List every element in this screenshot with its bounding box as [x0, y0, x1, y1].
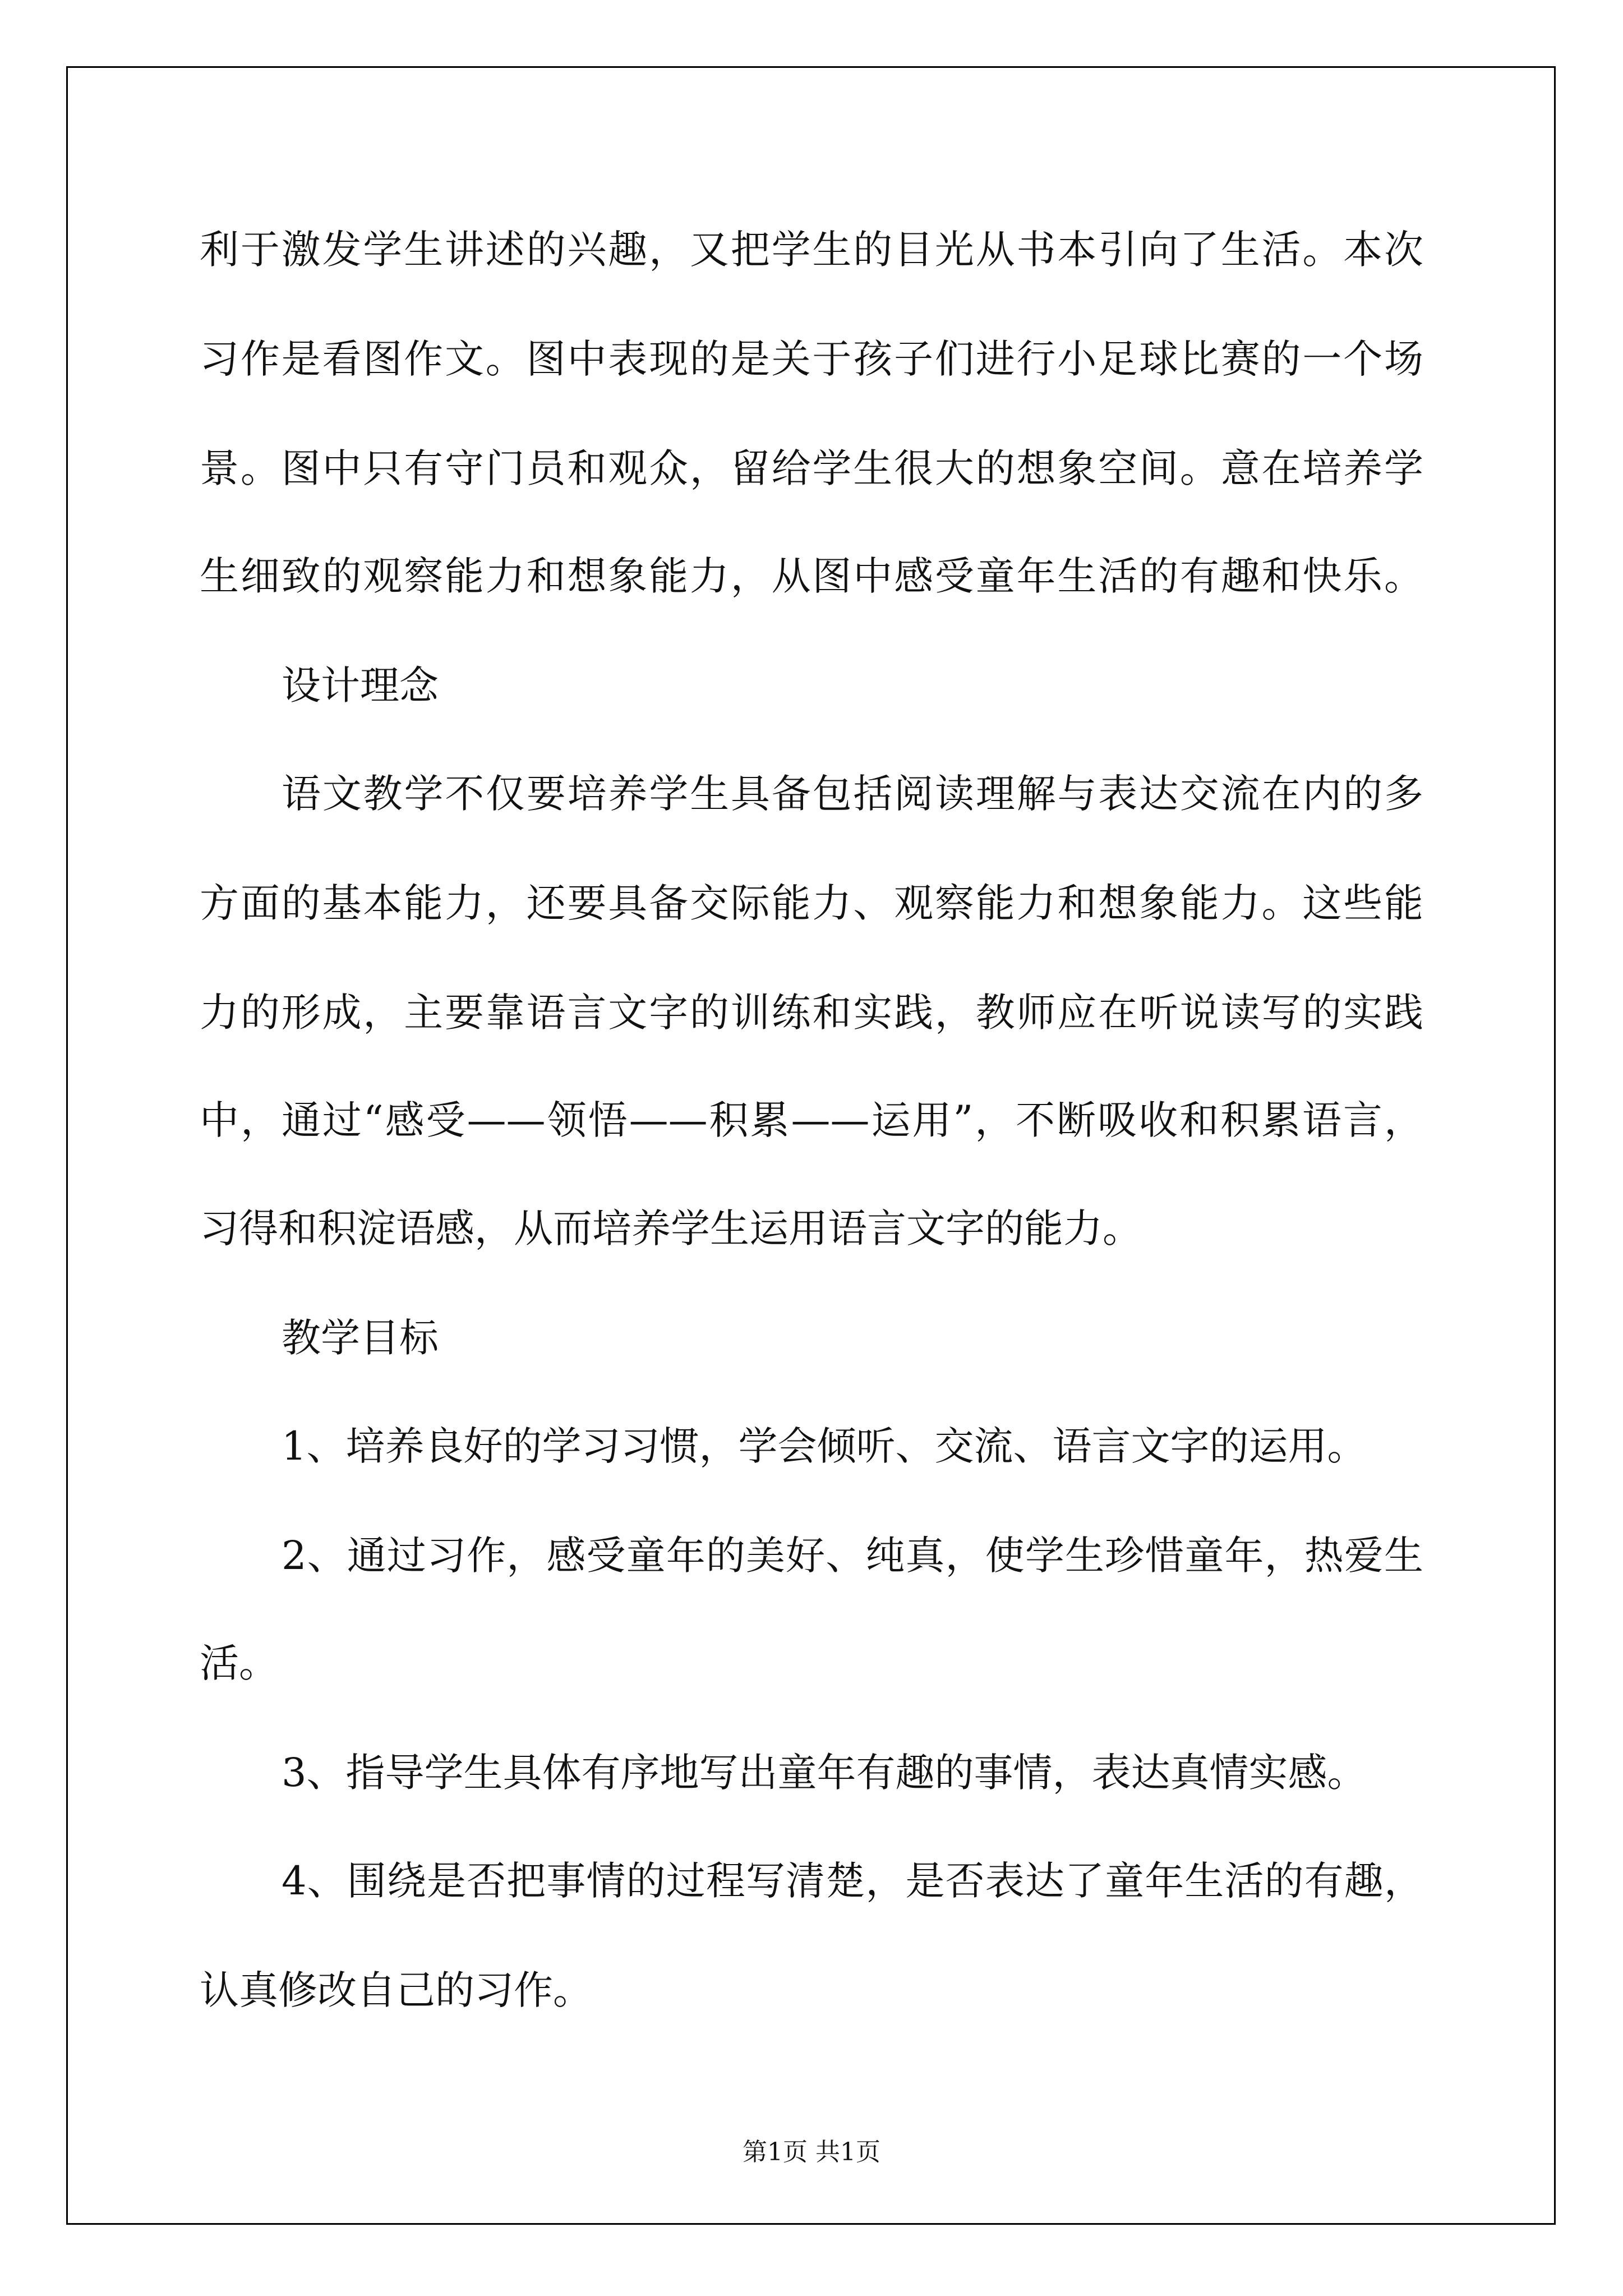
text-line: 力的形成，主要靠语言文字的训练和实践，教师应在听说读写的实践 — [200, 990, 1423, 1036]
text-line: 活。 — [200, 1640, 278, 1686]
list-item: 2、通过习作，感受童年的美好、纯真，使学生珍惜童年，热爱生 — [282, 1533, 1423, 1579]
section-heading: 设计理念 — [282, 662, 439, 708]
text-line: 景。图中只有守门员和观众，留给学生很大的想象空间。意在培养学 — [200, 445, 1423, 491]
page-number: 第1页 共1页 — [743, 2138, 880, 2166]
text-line: 生细致的观察能力和想象能力，从图中感受童年生活的有趣和快乐。 — [200, 553, 1423, 599]
text-line: 利于激发学生讲述的兴趣，又把学生的目光从书本引向了生活。本次 — [200, 227, 1423, 273]
list-item: 3、指导学生具体有序地写出童年有趣的事情，表达真情实感。 — [282, 1750, 1367, 1796]
text-line: 习作是看图作文。图中表现的是关于孩子们进行小足球比赛的一个场 — [200, 336, 1423, 382]
list-item: 4、围绕是否把事情的过程写清楚，是否表达了童年生活的有趣， — [282, 1858, 1423, 1904]
text-line: 认真修改自己的习作。 — [200, 1967, 592, 2013]
text-line: 习得和积淀语感，从而培养学生运用语言文字的能力。 — [200, 1205, 1142, 1251]
text-line: 方面的基本能力，还要具备交际能力、观察能力和想象能力。这些能 — [200, 880, 1423, 926]
section-heading: 教学目标 — [282, 1315, 439, 1361]
list-item: 1、培养良好的学习习惯，学会倾听、交流、语言文字的运用。 — [282, 1423, 1367, 1469]
text-line: 中，通过“感受——领悟——积累——运用”，不断吸收和积累语言， — [200, 1097, 1423, 1143]
text-line: 语文教学不仅要培养学生具备包括阅读理解与表达交流在内的多 — [282, 771, 1423, 817]
